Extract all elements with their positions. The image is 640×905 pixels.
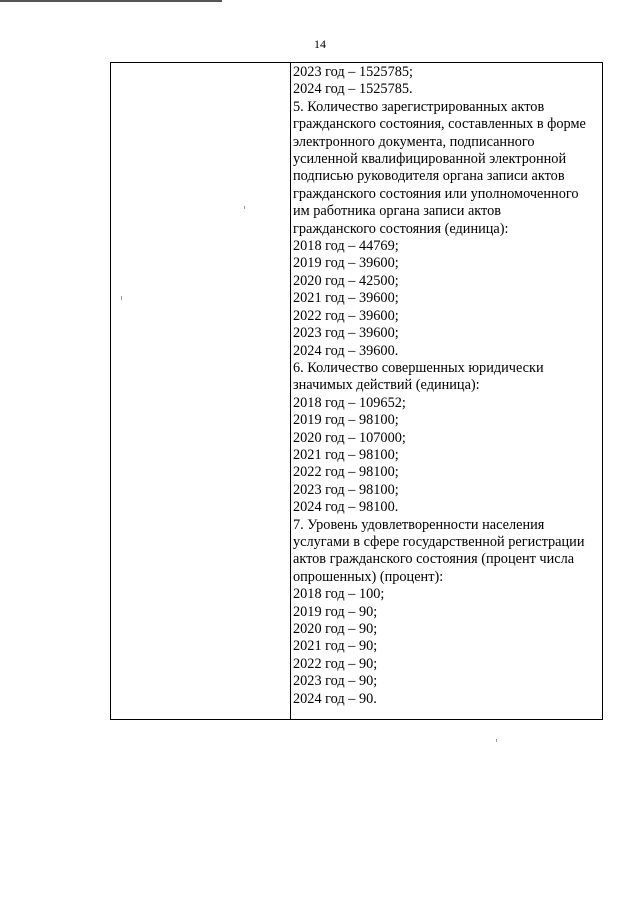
text-line: 2023 год – 98100;: [293, 481, 399, 498]
text-line: услугами в сфере государственной регистрации: [293, 533, 585, 550]
text-line: 2024 год – 90.: [293, 690, 377, 707]
text-line: 2023 год – 39600;: [293, 325, 399, 342]
scan-speck: [496, 739, 497, 742]
text-line: 2024 год – 98100.: [293, 499, 399, 516]
text-line: 7. Уровень удовлетворенности населения: [293, 516, 545, 533]
text-line: электронного документа, подписанного: [293, 133, 535, 150]
text-line: 5. Количество зарегистрированных актов: [293, 98, 545, 115]
text-line: им работника органа записи актов: [293, 203, 502, 220]
scan-speck: [244, 206, 245, 209]
text-line: 2020 год – 42500;: [293, 272, 399, 289]
text-line: 2019 год – 98100;: [293, 412, 399, 429]
text-line: 2019 год – 39600;: [293, 255, 399, 272]
text-line: гражданского состояния или уполномоченного: [293, 185, 579, 202]
text-line: усиленной квалифицированной электронной: [293, 151, 567, 168]
text-line: 2022 год – 90;: [293, 655, 378, 672]
text-line: 2021 год – 39600;: [293, 290, 399, 307]
text-line: 2018 год – 109652;: [293, 394, 406, 411]
text-line: 2022 год – 39600;: [293, 307, 399, 324]
text-line: опрошенных) (процент):: [293, 568, 444, 585]
text-line: 2019 год – 90;: [293, 603, 378, 620]
text-line: значимых действий (единица):: [293, 377, 480, 394]
text-line: 2024 год – 1525785.: [293, 81, 413, 98]
text-line: 2020 год – 90;: [293, 621, 378, 637]
top-edge-rule: [0, 0, 222, 2]
text-line: 2021 год – 98100;: [293, 446, 399, 463]
text-line: 2023 год – 1525785;: [293, 64, 413, 80]
scan-speck: [121, 296, 122, 300]
right-cell-text: [291, 64, 602, 708]
text-line: актов гражданского состояния (процент числа: [293, 551, 575, 568]
text-line: 2018 год – 100;: [293, 586, 385, 603]
text-line: 2021 год – 90;: [293, 638, 378, 655]
text-line: подписью руководителя органа записи актов: [293, 168, 565, 185]
indicator-table: [110, 62, 603, 720]
text-line: 2024 год – 39600.: [293, 342, 399, 359]
text-line: гражданского состояния, составленных в форме: [293, 116, 586, 133]
text-line: 2018 год – 44769;: [293, 238, 399, 255]
text-line: гражданского состояния (единица):: [293, 220, 509, 237]
text-line: 2023 год – 90;: [293, 673, 378, 690]
text-line: 6. Количество совершенных юридически: [293, 359, 544, 376]
text-line: 2022 год – 98100;: [293, 464, 399, 481]
text-line: 2020 год – 107000;: [293, 429, 406, 446]
page-number: 14: [314, 37, 326, 51]
